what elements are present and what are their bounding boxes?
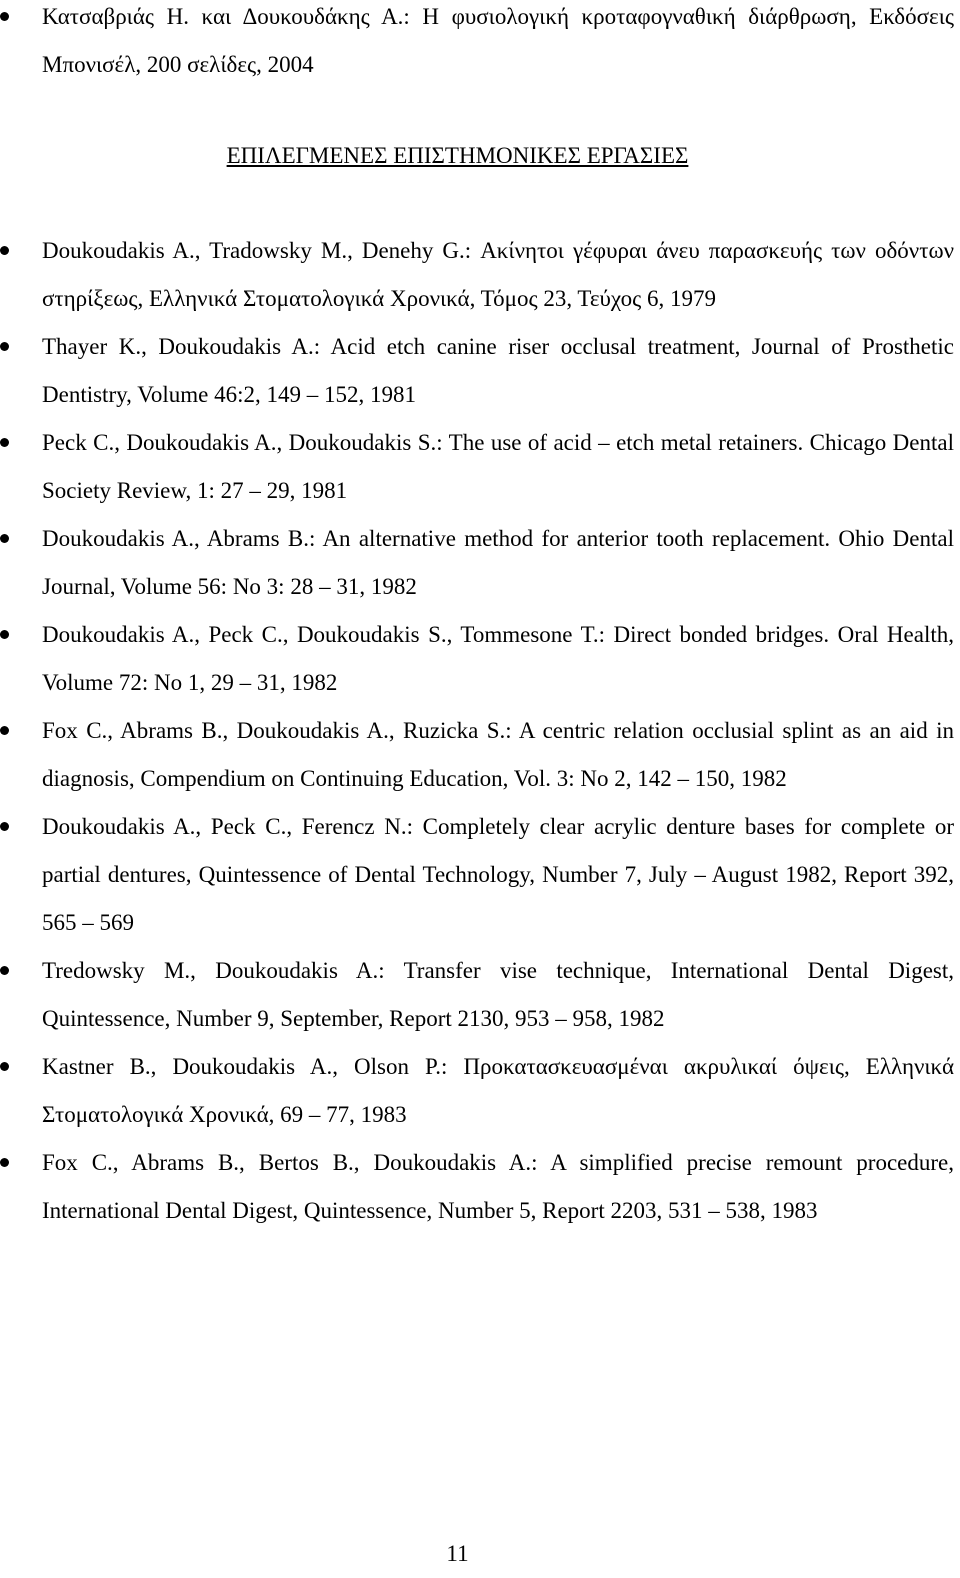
- list-item: [0, 323, 960, 419]
- entry-text: Doukoudakis A., Tradowsky M., Denehy G.: Ακίνητοι γέφυραι άνευ παρασκευής των οδόντων στηρίξεως, Ελληνικά Στοματολογικά Χρονικά, Τόμος 23, Τεύχος 6, 1979: [42, 238, 954, 311]
- list-item: [0, 227, 960, 323]
- entry-text: Κατσαβριάς Η. και Δουκουδάκης Α.: Η φυσιολογική κροταφογναθική διάρθρωση, Εκδόσεις Μπονισέλ, 200 σελίδες, 2004: [42, 4, 954, 77]
- bullet-icon: [0, 1062, 9, 1071]
- entry-text: Fox C., Abrams B., Doukoudakis A., Ruzicka S.: A centric relation occlusial splint as an aid in diagnosis, Compendium on Continuing Education, Vol. 3: No 2, 142 – 150, 1982: [42, 718, 954, 791]
- list-item: [0, 803, 960, 947]
- entry-text: Doukoudakis A., Peck C., Doukoudakis S., Tommesone T.: Direct bonded bridges. Oral Health, Volume 72: No 1, 29 – 31, 1982: [42, 622, 954, 695]
- entry-text: Tredowsky M., Doukoudakis A.: Transfer vise technique, International Dental Digest, Quintessence, Number 9, September, Report 2130, 953 – 958, 1982: [42, 958, 954, 1031]
- list-item: [0, 707, 960, 803]
- bullet-icon: [0, 534, 9, 543]
- list-item: [0, 947, 960, 1043]
- bullet-icon: [0, 246, 9, 255]
- bullet-icon: [0, 966, 9, 975]
- entry-text: Fox C., Abrams B., Bertos B., Doukoudakis A.: A simplified precise remount procedure, International Dental Digest, Quintessence, Number 5, Report 2203, 531 – 538, 1983: [42, 1150, 954, 1223]
- list-item: [0, 515, 960, 611]
- list-item: [0, 611, 960, 707]
- list-item: [0, 1043, 960, 1139]
- section-heading: ΕΠΙΛΕΓΜΕΝΕΣ ΕΠΙΣΤΗΜΟΝΙΚΕΣ ΕΡΓΑΣΙΕΣ: [226, 143, 689, 168]
- list-item: [0, 0, 960, 89]
- bullet-icon: [0, 822, 9, 831]
- publication-list: [0, 227, 960, 1235]
- bullet-icon: [0, 342, 9, 351]
- list-item: [0, 1139, 960, 1235]
- bullet-icon: [0, 438, 9, 447]
- entry-text: Doukoudakis A., Peck C., Ferencz N.: Completely clear acrylic denture bases for complete or partial dentures, Quintessence of Dental Technology, Number 7, July – August 1982, Report 392, 565 – 569: [42, 814, 954, 935]
- entry-text: Peck C., Doukoudakis A., Doukoudakis S.: The use of acid – etch metal retainers. Chicago Dental Society Review, 1: 27 – 29, 1981: [42, 430, 954, 503]
- entry-text: Kastner B., Doukoudakis A., Olson P.: Προκατασκευασμέναι ακρυλικαί όψεις, Ελληνικά Στοματολογικά Χρονικά, 69 – 77, 1983: [42, 1054, 954, 1127]
- entry-text: Doukoudakis A., Abrams B.: An alternative method for anterior tooth replacement. Ohio Dental Journal, Volume 56: No 3: 28 – 31, 1982: [42, 526, 954, 599]
- bullet-icon: [0, 630, 9, 639]
- bullet-icon: [0, 12, 9, 21]
- book-list: [0, 0, 960, 89]
- bullet-icon: [0, 726, 9, 735]
- page-number: 11: [446, 1541, 469, 1566]
- bullet-icon: [0, 1158, 9, 1167]
- list-item: [0, 419, 960, 515]
- entry-text: Thayer K., Doukoudakis A.: Acid etch canine riser occlusal treatment, Journal of Prosthetic Dentistry, Volume 46:2, 149 – 152, 1981: [42, 334, 954, 407]
